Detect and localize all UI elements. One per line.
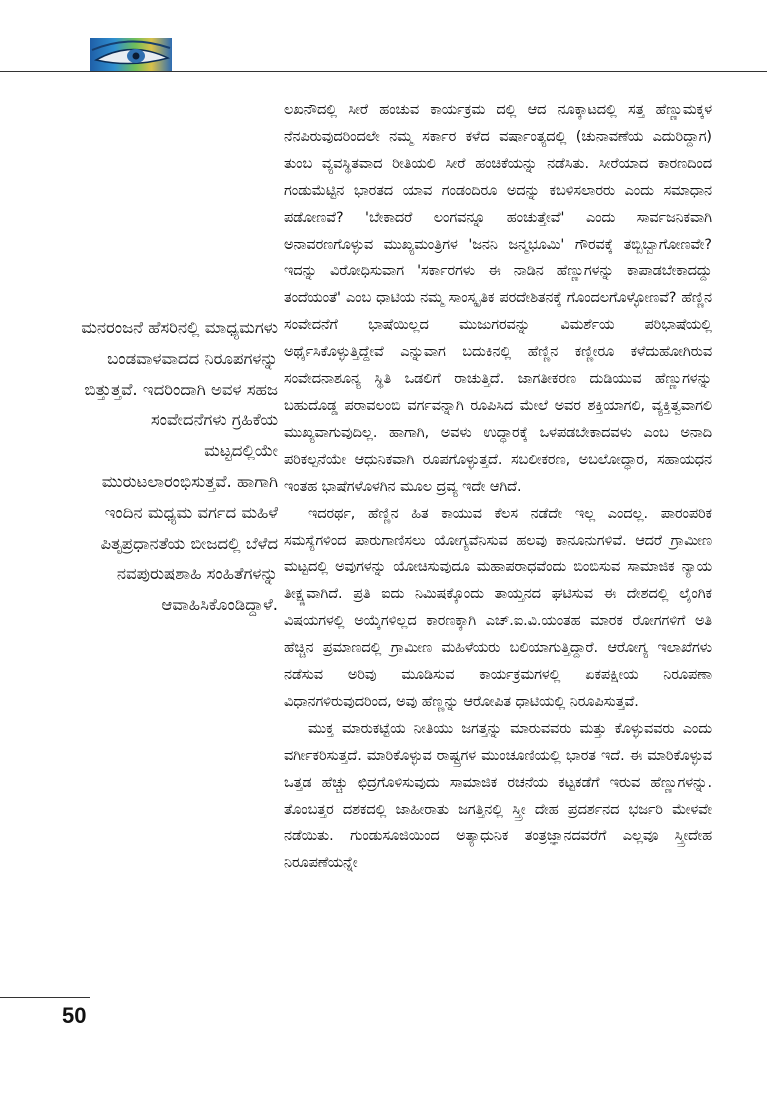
- pull-quote-text: ಮನರಂಜನೆ ಹೆಸರಿನಲ್ಲಿ ಮಾಧ್ಯಮಗಳು ಬಂಡವಾಳವಾದದ ನಿರೂಪಗಳನ್ನು ಬಿತ್ತುತ್ತವೆ. ಇದರಿಂದಾಗಿ ಅವಳ ಸಹಜ ಸಂವೇದನೆಗಳು ಗ್ರಹಿಕೆಯ ಮಟ್ಟದಲ್ಲಿಯೇ ಮುರುಟಲಾರಂಭಿಸುತ್ತವೆ. ಹಾಗಾಗಿ ಇಂದಿನ ಮಧ್ಯಮ ವರ್ಗದ ಮಹಿಳೆ ಪಿತೃಪ್ರಧಾನತೆಯ ಬೀಜದಲ್ಲಿ ಬೆಳೆದ ನವಪುರುಷಶಾಹಿ ಸಂಹಿತೆಗಳನ್ನು ಆವಾಹಿಸಿಕೊಂಡಿದ್ದಾಳೆ.: [81, 318, 278, 615]
- paragraph: ಲಖನೌದಲ್ಲಿ ಸೀರೆ ಹಂಚುವ ಕಾರ್ಯಕ್ರಮ ದಲ್ಲಿ ಆದ ನೂಕ್ಕಾಟದಲ್ಲಿ ಸತ್ತ ಹೆಣ್ಣುಮಕ್ಕಳ ನೆನಪಿರುವುದರಿಂದಲೇ ನಮ್ಮ ಸರ್ಕಾರ ಕಳೆದ ವರ್ಷಾಂತ್ಯದಲ್ಲಿ (ಚುನಾವಣೆಯ ಎದುರಿದ್ದಾಗ) ತುಂಬ ವ್ಯವಸ್ಥಿತವಾದ ರೀತಿಯಲಿ ಸೀರೆ ಹಂಚಿಕೆಯನ್ನು ನಡೆಸಿತು. ಸೀರೆಯಾದ ಕಾರಣದಿಂದ ಗಂಡುಮೆಟ್ಟಿನ ಭಾರತದ ಯಾವ ಗಂಡಂದಿರೂ ಅದನ್ನು ಕಬಳಿಸಲಾರರು ಎಂದು ಸಮಾಧಾನ ಪಡೋಣವೆ? 'ಬೇಕಾದರೆ ಲಂಗವನ್ನೂ ಹಂಚುತ್ತೇವೆ' ಎಂದು ಸಾರ್ವಜನಿಕವಾಗಿ ಅನಾವರಣಗೊಳ್ಳುವ ಮುಖ್ಯಮಂತ್ರಿಗಳ 'ಜನನಿ ಜನ್ಮಭೂಮಿ' ಗೌರವಕ್ಕೆ ತಬ್ಬಿಬ್ಬಾಗೋಣವೇ? ಇದನ್ನು ವಿರೋಧಿಸುವಾಗ 'ಸರ್ಕಾರಗಳು ಈ ನಾಡಿನ ಹೆಣ್ಣುಗಳನ್ನು ಕಾಪಾಡಬೇಕಾದದ್ದು ತಂದೆಯಂತೆ' ಎಂಬ ಧಾಟಿಯ ನಮ್ಮ ಸಾಂಸ್ಕೃತಿಕ ಪರದೇಶಿತನಕ್ಕೆ ಗೊಂದಲಗೊಳ್ಳೋಣವೆ? ಹೆಣ್ಣಿನ ಸಂವೇದನೆಗೆ ಭಾಷೆಯಿಲ್ಲದ ಮುಜುಗರವನ್ನು ವಿಮರ್ಶೆಯ ಪರಿಭಾಷೆಯಲ್ಲಿ ಅರ್ಥೈಸಿಕೊಳ್ಳುತ್ತಿದ್ದೇವೆ ಎನ್ನುವಾಗ ಬದುಕಿನಲ್ಲಿ ಹೆಣ್ಣಿನ ಕಣ್ಣೀರೂ ಕಳೆದುಹೋಗಿರುವ ಸಂವೇದನಾಶೂನ್ಯ ಸ್ಥಿತಿ ಒಡಲಿಗೆ ರಾಚುತ್ತಿದೆ. ಜಾಗತೀಕರಣ ದುಡಿಯುವ ಹೆಣ್ಣುಗಳನ್ನು ಬಹುದೊಡ್ಡ ಪರಾವಲಂಬಿ ವರ್ಗವನ್ನಾಗಿ ರೂಪಿಸಿದ ಮೇಲೆ ಅವರ ಶಕ್ತಿಯಾಗಲಿ, ವ್ಯಕ್ತಿತ್ವವಾಗಲಿ ಮುಖ್ಯವಾಗುವುದಿಲ್ಲ. ಹಾಗಾಗಿ, ಅವಳು ಉದ್ಧಾರಕ್ಕೆ ಒಳಪಡಬೇಕಾದವಳು ಎಂಬ ಅನಾದಿ ಪರಿಕಲ್ಪನೆಯೇ ಆಧುನಿಕವಾಗಿ ರೂಪಗೊಳ್ಳುತ್ತದೆ. ಸಬಲೀಕರಣ, ಅಬಲೋದ್ಧಾರ, ಸಹಾಯಧನ ಇಂತಹ ಭಾಷೆಗಳೊಳಗಿನ ಮೂಲ ದ್ರವ್ಯ ಇದೇ ಆಗಿದೆ.: [284, 102, 712, 495]
- eye-artwork-icon: [90, 38, 172, 71]
- article-body: [284, 97, 712, 877]
- pull-quote: [80, 313, 278, 621]
- eye-artwork-svg: [90, 38, 172, 71]
- header-rule: [0, 71, 767, 72]
- paragraph: ಇದರರ್ಥ, ಹೆಣ್ಣಿನ ಹಿತ ಕಾಯುವ ಕೆಲಸ ನಡೆದೇ ಇಲ್ಲ ಎಂದಲ್ಲ. ಪಾರಂಪರಿಕ ಸಮಸ್ಯೆಗಳಿಂದ ಪಾರುಗಾಣಿಸಲು ಯೋಗ್ಯವೆನಿಸುವ ಹಲವು ಕಾನೂನುಗಳಿವೆ. ಆದರೆ ಗ್ರಾಮೀಣ ಮಟ್ಟದಲ್ಲಿ ಅವುಗಳನ್ನು ಯೋಚಿಸುವುದೂ ಮಹಾಪರಾಧವೆಂದು ಬಿಂಬಿಸುವ ಸಾಮಾಜಿಕ ನ್ಯಾಯ ತೀಕ್ಷ್ಣವಾಗಿದೆ. ಪ್ರತಿ ಐದು ನಿಮಿಷಕ್ಕೊಂದು ತಾಯ್ತನದ ಘಟಿಸುವ ಈ ದೇಶದಲ್ಲಿ ಲೈಂಗಿಕ ವಿಷಯಗಳಲ್ಲಿ ಅಯ್ಕೆಗಳಿಲ್ಲದ ಕಾರಣಕ್ಕಾಗಿ ಎಚ್.ಐ.ವಿ.ಯಂತಹ ಮಾರಕ ರೋಗಗಳಿಗೆ ಅತಿ ಹೆಚ್ಚಿನ ಪ್ರಮಾಣದಲ್ಲಿ ಗ್ರಾಮೀಣ ಮಹಿಳೆಯರು ಬಲಿಯಾಗುತ್ತಿದ್ದಾರೆ. ಆರೋಗ್ಯ ಇಲಾಖೆಗಳು ನಡೆಸುವ ಅರಿವು ಮೂಡಿಸುವ ಕಾರ್ಯಕ್ರಮಗಳಲ್ಲಿ ಏಕಪಕ್ಷೀಯ ನಿರೂಪಣಾ ವಿಧಾನಗಳಿರುವುದರಿಂದ, ಅವು ಹೆಣ್ಣನ್ನು ಆರೋಪಿತ ಧಾಟಿಯಲ್ಲಿ ನಿರೂಪಿಸುತ್ತವೆ.: [284, 505, 712, 710]
- footer-rule: [0, 997, 90, 998]
- page-number: 50: [62, 1003, 87, 1028]
- paragraph: ಮುಕ್ತ ಮಾರುಕಟ್ಟೆಯ ನೀತಿಯು ಜಗತ್ತನ್ನು ಮಾರುವವರು ಮತ್ತು ಕೊಳ್ಳುವವರು ಎಂದು ವರ್ಗೀಕರಿಸುತ್ತದೆ. ಮಾರಿಕೊಳ್ಳುವ ರಾಷ್ಟ್ರಗಳ ಮುಂಚೂಣಿಯಲ್ಲಿ ಭಾರತ ಇದೆ. ಈ ಮಾರಿಕೊಳ್ಳುವ ಒತ್ತಡ ಹೆಚ್ಚು ಛಿದ್ರಗೊಳಿಸುವುದು ಸಾಮಾಜಿಕ ರಚನೆಯ ಕಟ್ಟಕಡೆಗೆ ಇರುವ ಹೆಣ್ಣುಗಳನ್ನು. ತೊಂಬತ್ತರ ದಶಕದಲ್ಲಿ ಜಾಹೀರಾತು ಜಗತ್ತಿನಲ್ಲಿ ಸ್ತ್ರೀ ದೇಹ ಪ್ರದರ್ಶನದ ಭರ್ಜರಿ ಮೇಳವೇ ನಡೆಯಿತು. ಗುಂಡುಸೂಜಿಯಿಂದ ಅತ್ಯಾಧುನಿಕ ತಂತ್ರಜ್ಞಾನದವರೆಗೆ ಎಲ್ಲವೂ ಸ್ತ್ರೀದೇಹ ನಿರೂಪಣೆಯನ್ನೇ: [284, 720, 712, 872]
